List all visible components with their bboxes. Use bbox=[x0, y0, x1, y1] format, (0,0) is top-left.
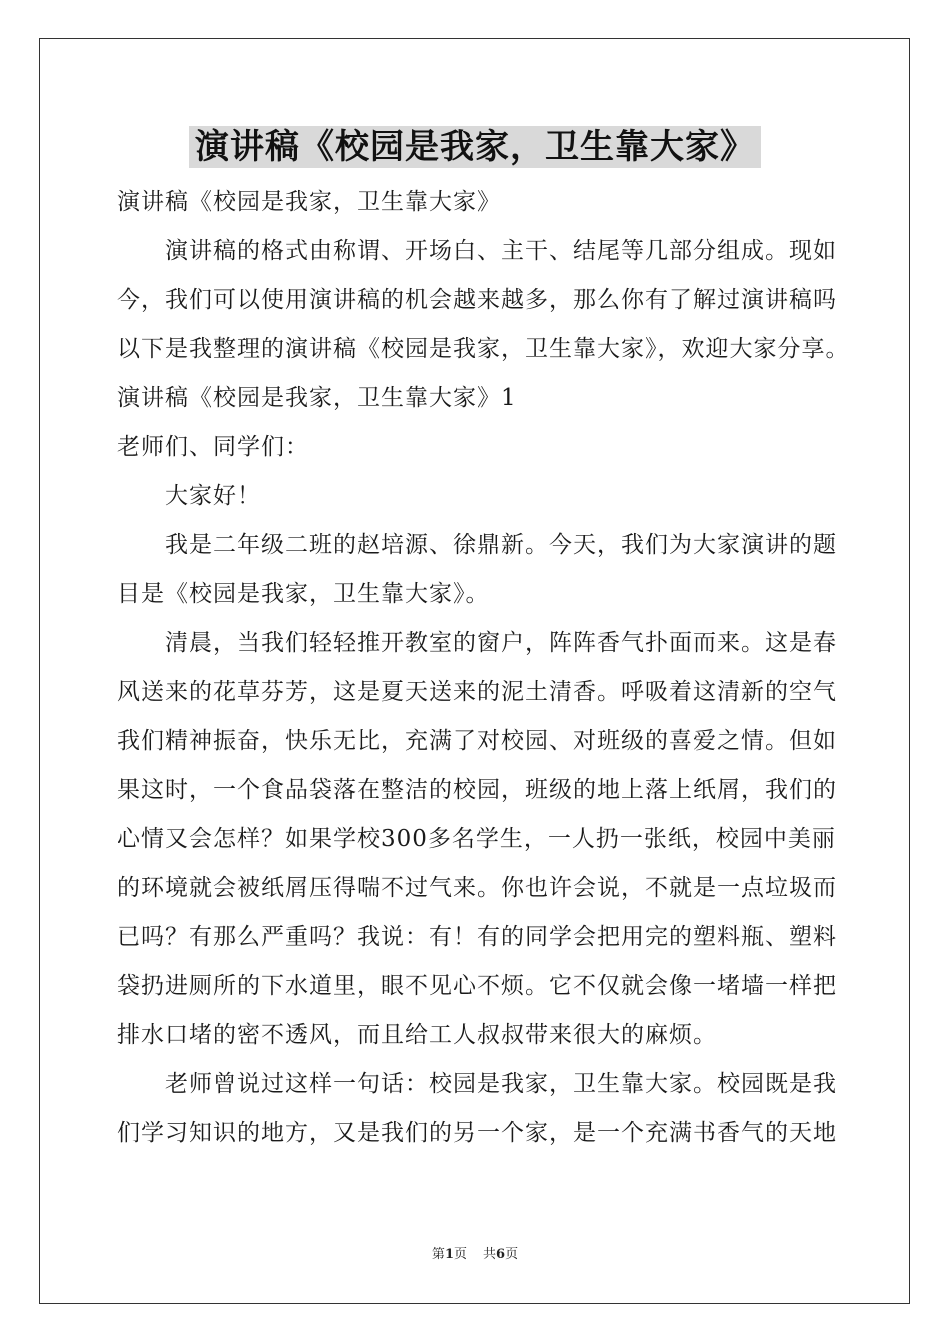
text-line: 我们精神振奋，快乐无比，充满了对校园、对班级的喜爱之情。但如 bbox=[117, 728, 837, 754]
text-line: 演讲稿的格式由称谓、开场白、主干、结尾等几部分组成。现如 bbox=[165, 238, 837, 264]
text-line: 果这时，一个食品袋落在整洁的校园，班级的地上落上纸屑，我们的 bbox=[117, 777, 837, 803]
page-footer bbox=[0, 1243, 950, 1262]
document-title: 演讲稿《校园是我家，卫生靠大家》 bbox=[189, 126, 761, 168]
text-line: 风送来的花草芬芳，这是夏天送来的泥土清香。呼吸着这清新的空气 bbox=[117, 679, 837, 705]
text-line: 已吗？有那么严重吗？我说：有！有的同学会把用完的塑料瓶、塑料 bbox=[117, 924, 837, 950]
text-line: 老师曾说过这样一句话：校园是我家，卫生靠大家。校园既是我 bbox=[165, 1071, 837, 1097]
title-container bbox=[0, 126, 950, 168]
text-line: 我是二年级二班的赵培源、徐鼎新。今天，我们为大家演讲的题 bbox=[165, 532, 837, 558]
text-line: 们学习知识的地方，又是我们的另一个家，是一个充满书香气的天地 bbox=[117, 1120, 837, 1146]
text-line: 袋扔进厕所的下水道里，眼不见心不烦。它不仅就会像一堵墙一样把 bbox=[117, 973, 837, 999]
page-total: 6 bbox=[496, 1247, 506, 1262]
text-line: 目是《校园是我家，卫生靠大家》。 bbox=[117, 581, 490, 607]
text-line: 演讲稿《校园是我家，卫生靠大家》1 bbox=[117, 385, 517, 411]
total-suffix: 页 bbox=[505, 1247, 519, 1262]
text-line: 大家好！ bbox=[165, 483, 261, 509]
page-current: 1 bbox=[444, 1247, 454, 1262]
text-line: 的环境就会被纸屑压得喘不过气来。你也许会说，不就是一点垃圾而 bbox=[117, 875, 837, 901]
document-body bbox=[117, 178, 852, 1158]
text-line: 演讲稿《校园是我家，卫生靠大家》 bbox=[117, 189, 501, 215]
text-line: 清晨，当我们轻轻推开教室的窗户，阵阵香气扑面而来。这是春 bbox=[165, 630, 837, 656]
text-line: 今，我们可以使用演讲稿的机会越来越多，那么你有了解过演讲稿吗 bbox=[117, 287, 837, 313]
text-line: 心情又会怎样？如果学校300多名学生，一人扔一张纸，校园中美丽 bbox=[117, 826, 836, 852]
text-line: 以下是我整理的演讲稿《校园是我家，卫生靠大家》，欢迎大家分享。 bbox=[117, 336, 850, 362]
page-prefix: 第 bbox=[431, 1247, 445, 1262]
total-prefix: 共 bbox=[483, 1247, 497, 1262]
text-line: 排水口堵的密不透风，而且给工人叔叔带来很大的麻烦。 bbox=[117, 1022, 717, 1048]
page-suffix: 页 bbox=[453, 1247, 467, 1262]
text-line: 老师们、同学们： bbox=[117, 434, 309, 460]
